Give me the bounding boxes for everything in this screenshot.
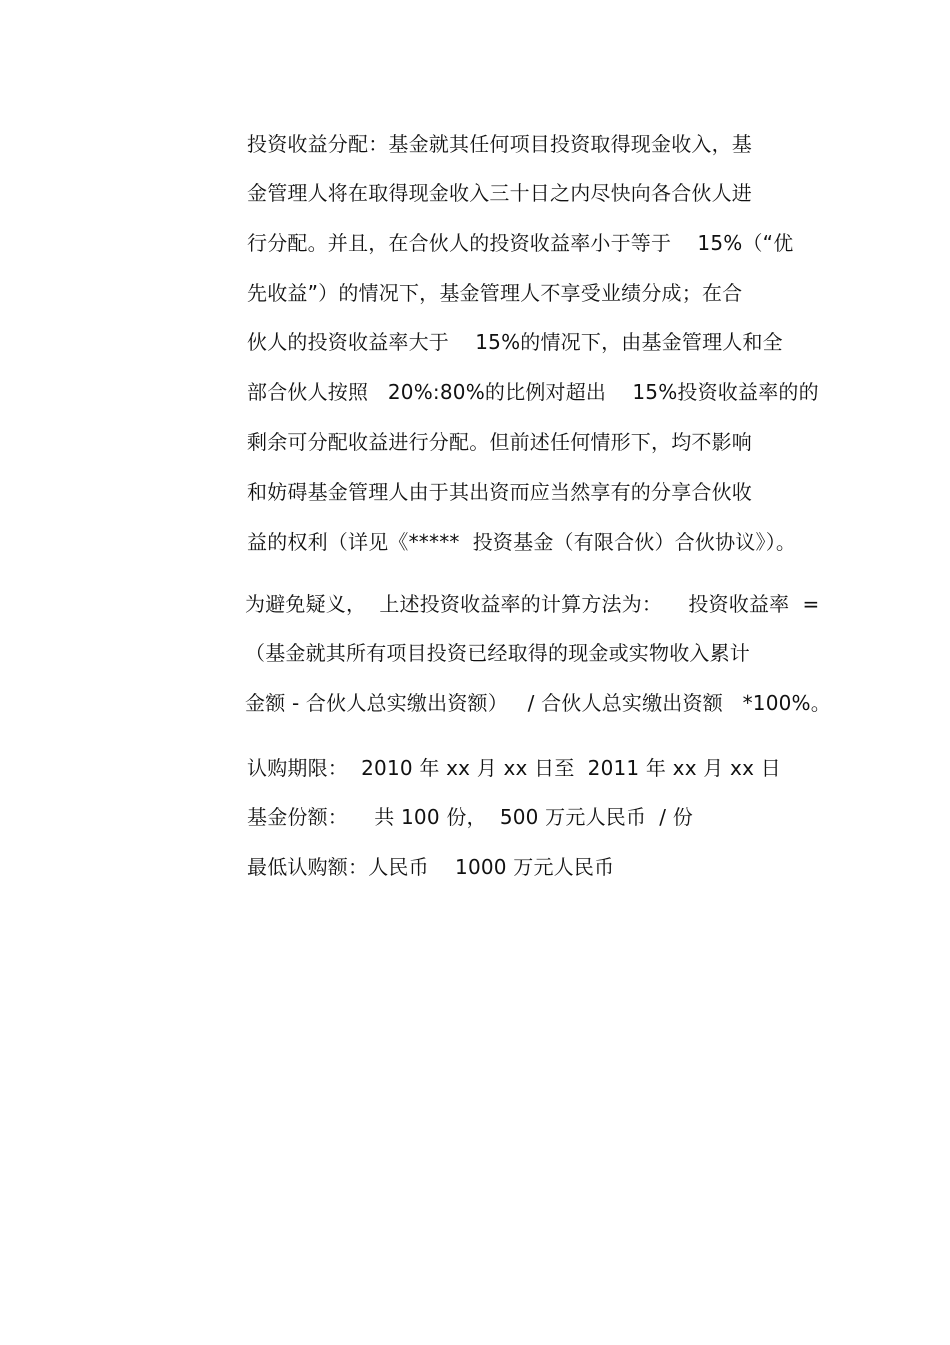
formula-line-2: （基金就其所有项目投资已经取得的现金或实物收入累计 — [245, 641, 750, 665]
distribution-line-2: 金管理人将在取得现金收入三十日之内尽快向各合伙人进 — [247, 181, 752, 205]
fund-shares: 基金份额： 共 100 份， 500 万元人民币 / 份 — [247, 805, 693, 829]
subscription-period: 认购期限： 2010 年 xx 月 xx 日至 2011 年 xx 月 xx 日 — [247, 756, 781, 780]
distribution-line-1: 投资收益分配：基金就其任何项目投资取得现金收入，基 — [247, 132, 752, 156]
distribution-line-5: 伙人的投资收益率大于 15%的情况下，由基金管理人和全 — [247, 330, 783, 354]
minimum-subscription: 最低认购额：人民币 1000 万元人民币 — [247, 855, 615, 879]
formula-line-1: 为避免疑义， 上述投资收益率的计算方法为： 投资收益率 = — [245, 592, 820, 616]
distribution-line-6: 部合伙人按照 20%:80%的比例对超出 15%投资收益率的的 — [247, 380, 819, 404]
distribution-line-4: 先收益”）的情况下，基金管理人不享受业绩分成；在合 — [247, 281, 743, 305]
distribution-line-9: 益的权利（详见《***** 投资基金（有限合伙）合伙协议》）。 — [247, 530, 797, 554]
formula-line-3: 金额 - 合伙人总实缴出资额） / 合伙人总实缴出资额 *100%。 — [245, 691, 831, 715]
distribution-line-7: 剩余可分配收益进行分配。但前述任何情形下，均不影响 — [247, 430, 752, 454]
distribution-line-3: 行分配。并且，在合伙人的投资收益率小于等于 15%（“优 — [247, 231, 794, 255]
distribution-line-8: 和妨碍基金管理人由于其出资而应当然享有的分享合伙收 — [247, 480, 752, 504]
